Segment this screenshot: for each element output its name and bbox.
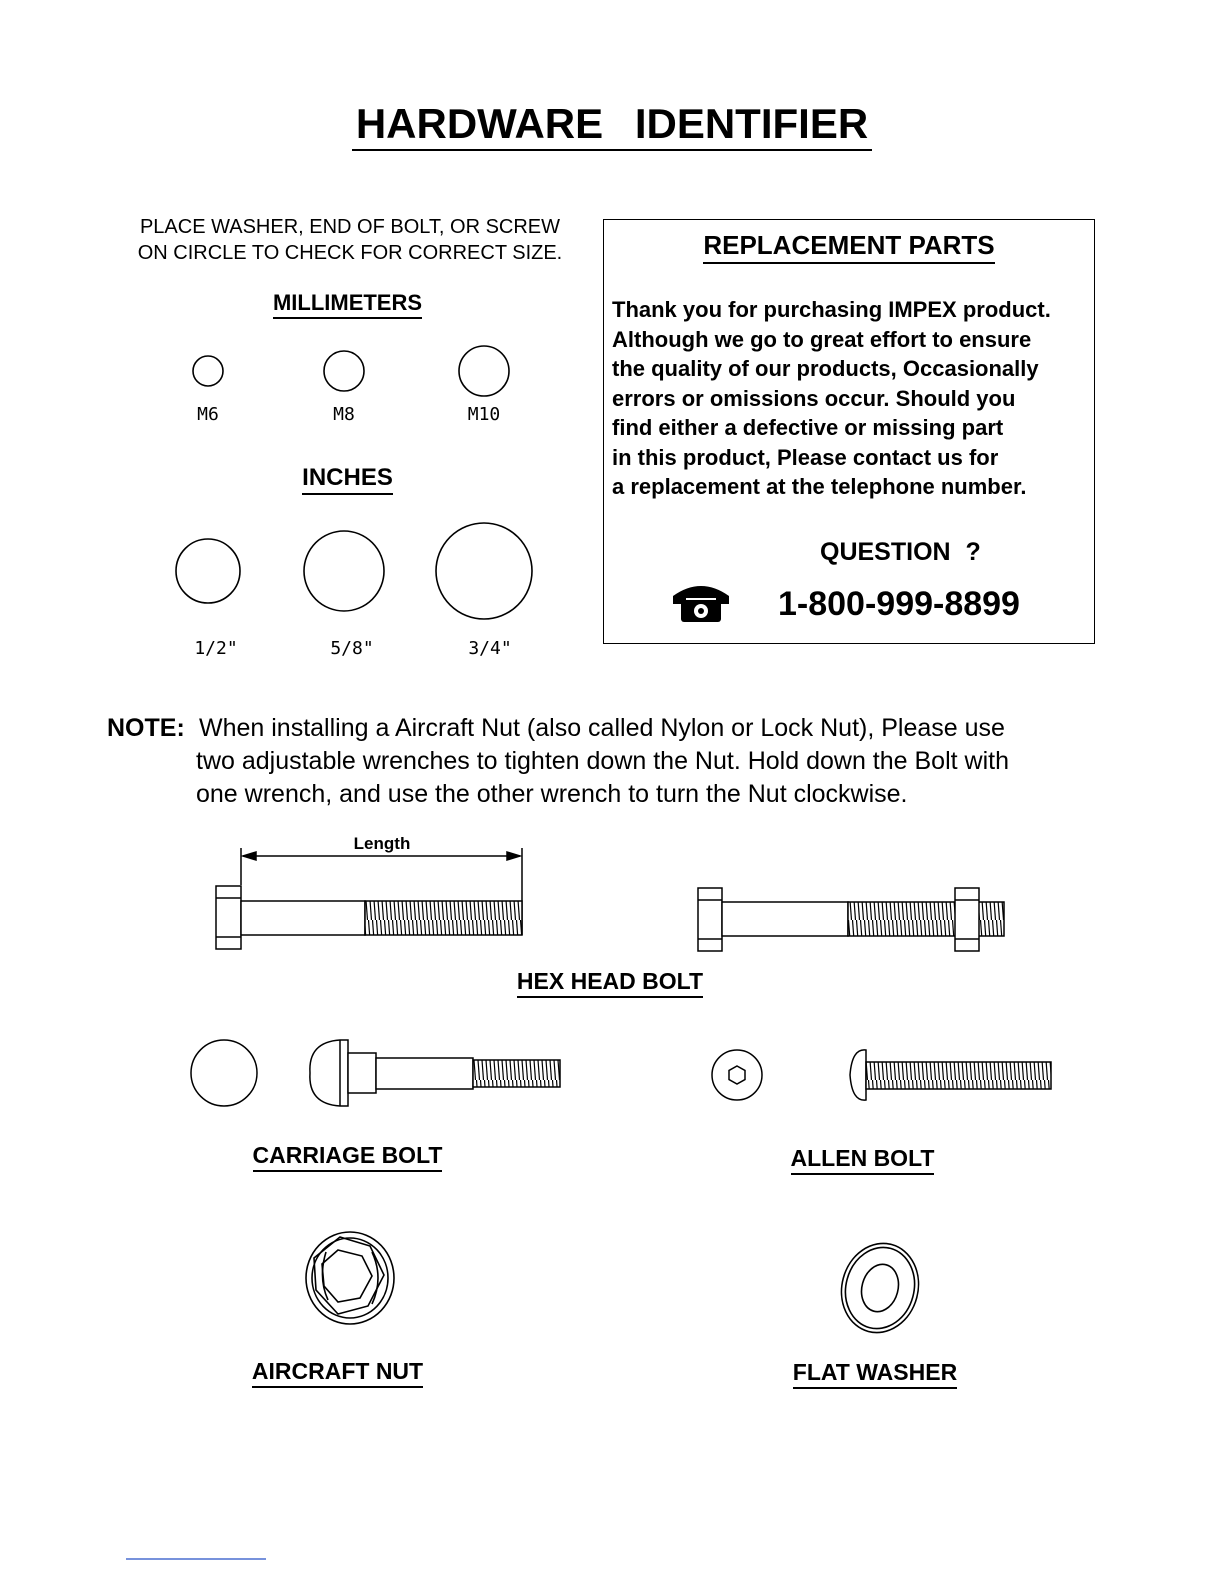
size-check-instructions: PLACE WASHER, END OF BOLT, OR SCREW ON CIRCLE TO CHECK FOR CORRECT SIZE. bbox=[137, 216, 563, 264]
telephone-icon bbox=[673, 586, 729, 622]
size-label-five-eighths-inch: 5/8" bbox=[330, 638, 374, 659]
size-label-half-inch: 1/2" bbox=[194, 638, 238, 659]
length-label: Length bbox=[353, 834, 411, 853]
page-title: HARDWARE IDENTIFIER bbox=[0, 100, 1224, 148]
carriage-bolt bbox=[191, 1040, 560, 1106]
flat-washer-label: FLAT WASHER bbox=[780, 1359, 970, 1386]
millimeters-heading: MILLIMETERS bbox=[240, 290, 455, 316]
question-label: QUESTION ? bbox=[820, 538, 981, 566]
half-inch-size-circle bbox=[176, 539, 240, 603]
flat-washer bbox=[832, 1235, 929, 1342]
m6-size-circle bbox=[193, 356, 223, 386]
phone-number[interactable]: 1-800-999-8899 bbox=[778, 585, 1020, 623]
three-quarter-inch-size-circle bbox=[436, 523, 532, 619]
size-label-m10: M10 bbox=[467, 404, 501, 425]
carriage-bolt-label: CARRIAGE BOLT bbox=[240, 1142, 455, 1169]
replacement-parts-text: Thank you for purchasing IMPEX product. Although we go to great effort to ensure the quality of our products, Occasionally errors or omissions occur. Should you find either a defective or missing part in this product, Please contact us for a replacement at the telephone number. bbox=[612, 297, 1051, 499]
note-paragraph: NOTE: When installing a Aircraft Nut (also called Nylon or Lock Nut), Please use two adjustable wrenches to tighten down the Nut. Hold down the Bolt with one wrench, and use the other wrench to turn the Nut clockwise. bbox=[107, 714, 1009, 808]
hex-head-bolt-with-length bbox=[216, 848, 522, 949]
note-label: NOTE: bbox=[107, 714, 185, 742]
aircraft-nut bbox=[306, 1232, 394, 1324]
size-label-three-quarter-inch: 3/4" bbox=[468, 638, 512, 659]
allen-bolt-label: ALLEN BOLT bbox=[780, 1145, 945, 1172]
aircraft-nut-label: AIRCRAFT NUT bbox=[240, 1358, 435, 1385]
m10-size-circle bbox=[459, 346, 509, 396]
allen-bolt bbox=[712, 1050, 1051, 1100]
inches-heading: INCHES bbox=[260, 464, 435, 492]
size-label-m8: M8 bbox=[333, 404, 355, 425]
size-label-m6: M6 bbox=[197, 404, 219, 425]
m8-size-circle bbox=[324, 351, 364, 391]
five-eighths-inch-size-circle bbox=[304, 531, 384, 611]
replacement-parts-heading: REPLACEMENT PARTS bbox=[603, 230, 1095, 261]
hex-head-bolt-with-nut bbox=[698, 888, 1004, 951]
hex-head-bolt-label: HEX HEAD BOLT bbox=[505, 968, 715, 995]
